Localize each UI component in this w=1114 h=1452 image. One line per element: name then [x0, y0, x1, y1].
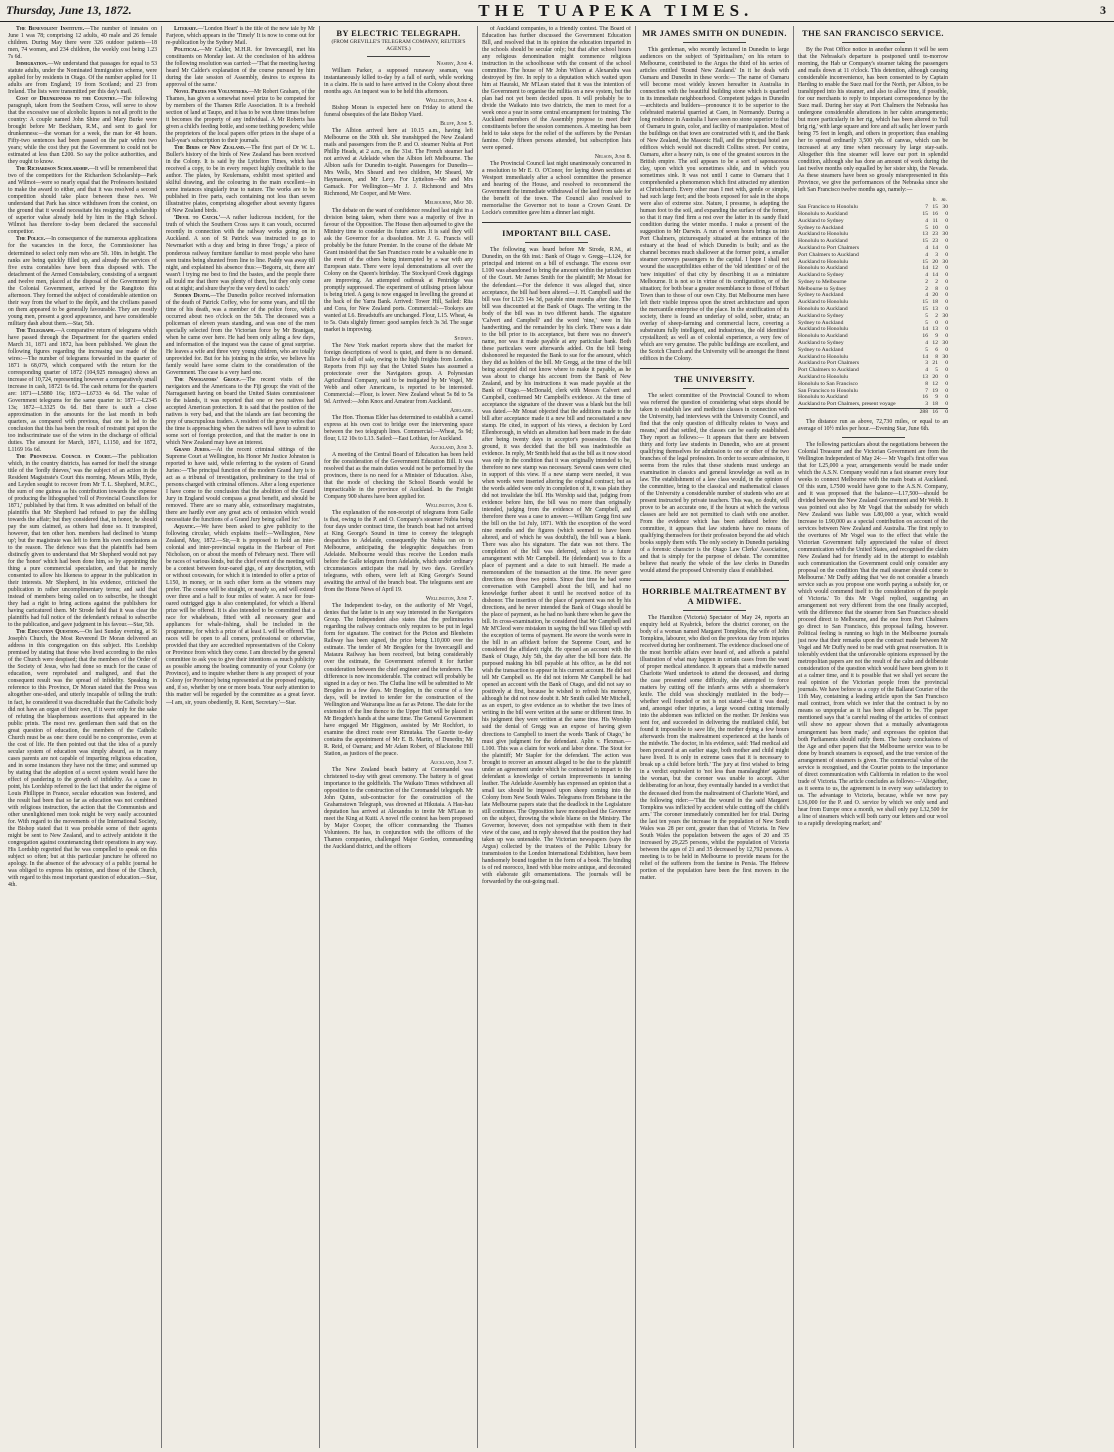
- voyage-row: [798, 245, 948, 252]
- voyage-row: [798, 320, 948, 327]
- route-hours: 3: [935, 251, 938, 258]
- route-minutes: 0: [945, 319, 948, 326]
- route-days: 16: [922, 394, 928, 401]
- san-francisco-intro: By the Post Office notice in another column it will be seen that the Nebraska's departure is postponed until to-morrow morning, the Hab ur Company's steamer taking the passengers and mails down at 11 o'clock. This detention, although causing considerable inconvenience, has been consented to by Captain Harding to enable the Suez mail for the North, per Albion, to be transhipped into his steamer, and also to allow time, if possible, for our merchants to reply to important correspondence by the Suez mail. During her stay at Port Chalmers the Nebraska has undergone considerable alterations in her cabin arrangements; but more particularly in her rig, which has been altered to 'full brig rig,' with large square and fore and aft sails; her lower yards being 75 feet in length, and others in proportion; thus enabling her to spread ordinarily 3,500 yds. of canvas, which can be increased at any time when necessary by large stay-sails. Altogether this fine steamer will leave our port in splendid condition, although she has done an amount of work during the last twelve months only equalled by her sister ship, the Nevada. As these steamers have been so grossly misrepresented in this Province, we give the performances of the Nebraska since she left San Francisco twelve months ago, namely:—: [798, 47, 948, 194]
- route-name: Auckland to Sydney: [798, 272, 844, 279]
- route-days: 4: [925, 244, 928, 251]
- divider: [683, 42, 746, 43]
- paragraph-text: —At the recent criminal sittings of the Supreme Court at Wellington, his Honor Mr Justice Johnston is reported to have said, while referring to the system of Grand Juries:—'The principal function of the modern Grand Jury is to act as a tribunal of investigation, preliminary to the trial of persons charged with criminal offences. After a long experience I have come to the conclusion that the abolition of the Grand Jury in England would compass a great benefit, and should be removed. There are so many able, extraordinary magistrates, there are hardly ever any great acts of omission which would necessitate the functions of a Grand Jury being called for.': [166, 446, 315, 524]
- route-hours: 16: [932, 210, 938, 217]
- route-name: Auckland to Honolulu: [798, 299, 849, 306]
- column-1: [4, 26, 162, 1448]
- route-days: 4: [925, 251, 928, 258]
- route-name: Sydney to Auckland: [798, 292, 844, 299]
- route-name: Auckland to Sydney: [798, 340, 844, 347]
- route-hours: 8: [935, 353, 938, 360]
- route-days: 13: [922, 374, 928, 381]
- paragraph-lead: The Education Question.: [16, 629, 80, 636]
- route-hours: 15: [932, 204, 938, 211]
- dateline: Naseby, June 4.: [436, 61, 473, 68]
- route-minutes: 0: [945, 306, 948, 313]
- route-name: Honolulu to Auckland: [798, 306, 848, 313]
- voyage-row: [798, 252, 948, 259]
- route-days: 5: [925, 224, 928, 231]
- route-days: 4: [925, 272, 928, 279]
- telegram-text: of Auckland companies, to a friendly contest. The Board of Education has further discussed the Government Education Bill, and resolved that in its opinion the education imparted in the schools should be secular only; but that after school hours any religious denomination might commence religious instruction in the schoolhouse with the consent of the school committee. The house of Mr John Wilson at Alexandra was destroyed by fire. In reply to a deputation which waited upon him at Hauraki, Mr M'Lean stated that it was the intention of the Government to organise the militia on a new system, but the plan had not yet been decided upon. It will probably be to divide the Waikato into two districts, the men to meet for a week once a year in some central encampment for training. The Auckland members of the Assembly propose to meet their constituents before the session commences. A meeting has been held to take steps for the relief of the sufferers by the Persian famine. Only fifteen persons attended, but subscription lists were opened.: [482, 26, 631, 152]
- paragraph-lead: Sudden Death.: [174, 292, 211, 299]
- news-paragraph: [166, 26, 315, 47]
- voyage-row: [798, 340, 948, 347]
- voyage-row: [798, 313, 948, 320]
- route-days: 5: [925, 319, 928, 326]
- telegram-text: The New York market reports show that the market for foreign descriptions of wool is quiet, and there is no demand. Tallow is dull of sale, owing to the high freights from London. Reports from Fiji say that the United States has assumed a protectorate over the Navigators group. A Polynesian Agricultural Company, said to be instigated by Mr Vogel, Mr Webb and other Americans, is reported to be interested. Commercial:—Flour, is lower. New Zealand wheat 5s 8d to 5s 9d. Arrived:—John Knox and Amateur from Auckland.: [324, 342, 473, 405]
- voyage-row: [798, 347, 948, 354]
- route-minutes: 0: [945, 272, 948, 279]
- paragraph-lead: Literary.: [174, 26, 198, 32]
- route-hours: 12: [932, 340, 938, 347]
- route-hours: 13: [932, 326, 938, 333]
- paragraph-text: —On last Sunday evening, at St Joseph's Church, the Most Reverend Dr Moran delivered an address in this congregation on this subject. His Lordship premised by stating that those who lived according to the rules of the Church were despised; that the members of the Order of the Society of Jesus, who had done so much for the cause of education, were reprobated and maligned, and that the consequent result was the spread of infidelity. Speaking in reference to this Province, Dr Moran stated that the Press was altogether one-sided, and utterly incapable of telling the truth: in fact, he considered it was discreditable that the Catholic body did not have an organ of their own, if it were only for the sake of refuting the blasphemous assertions that appeared in the public prints. The most rev. gentleman then said that on the great question of education, the members of the Catholic Church must be as one: there could be no compromise, even at the cost of life. He then pointed out that the idea of a purely secular system of education was simply absurd, as in many cases parents are not capable of imparting religious education, and in some instances they have not the time; and summed up by stating that the adoption of a secret system would have the effect of pandering to the growth of infidelity. As a case in point, his Lordship referred to the fact that under the régime of Louis Phillippe in France, secular education was fostered, and the result had been that so far as education was not combined with religious instruction, the action that the Communists and other unenlightened men took might be very easily accounted for. With regard to the movements of the International Society, the Bishop stated that it was probable some of their agents might be sent to New Zealand, and to actively antidote it the congregation against countenancing their operations in any way. His Lordship regretted that he was compelled to speak on this subject so often; but at this particular juncture he offered no apology. In the absence of the advocacy of a public journal he was obliged to express his opinion, and those of the Church, with regard to this most important question of education.—Star, 4th.: [8, 629, 158, 888]
- paragraph-text: —It will be remembered that two of the competitors for the Richardson Scholarship—Park and Wilmot—were so nearly equal that the Professors hesitated to make the award to either, and that it was resolved a second competition should take place between these two. We understand that Park has since withdrawn from the contest, on the ground that it would necessitate his resigning a scholarship of superior value already held by him in the High School. Wilmot has therefore to-day been declared the successful competitor.: [8, 166, 157, 236]
- route-hours: 12: [932, 380, 938, 387]
- route-minutes: 0: [945, 251, 948, 258]
- news-paragraph: [166, 293, 315, 377]
- route-days: 15: [922, 210, 928, 217]
- paragraph-lead: The Telegraph.: [16, 327, 55, 334]
- dateline: Sydney.: [454, 335, 473, 342]
- paragraph-text: —The Dunedin police received information of the death of Patrick Coffey, who for some years, and till the time of his death, was a member of the police force, which occurred about two o'clock on the 5th. The deceased was a policeman of eleven years standing, and was one of the men specially selected from the Victorian force by Mr Branigan, when he came over here. He had been only ailing a few days, and information of the inquest was the cause of great surprise. He leaves a wife and three very young children, who are totally unprovided for. But for his joining in the strike, we believe his family would have some claim to the consideration of the Government. The case is a very hard one.: [166, 292, 315, 376]
- route-hours: 20: [932, 292, 938, 299]
- route-days: 5: [925, 346, 928, 353]
- route-hours: 23: [932, 238, 938, 245]
- route-minutes: 0: [945, 224, 948, 231]
- route-hours: 19: [932, 387, 938, 394]
- telegram-text: William Parker, a supposed runaway seaman, was instantaneously killed to-day by a fall of earth, while working in a claim. He is said to have arrived in the Colony about three months ago. An inquest was to be held this afternoon.: [324, 68, 473, 96]
- dateline: Melbourne, May 30.: [424, 200, 473, 207]
- route-minutes: 0: [945, 278, 948, 285]
- voyage-row: [798, 218, 948, 225]
- route-minutes: 0: [945, 394, 948, 401]
- header-hours: h.: [932, 197, 937, 204]
- route-hours: 5: [935, 367, 938, 374]
- paragraph-text: —Mr Calder, M.H.R. for Invercargill, met his constituents on Monday last. At the conclusion of his address the following resolution was carried:—'That the meeting having heard Mr Calder's explanation of the course pursued by him during the late session of Assembly, desires to express its approval of the same.': [166, 47, 315, 89]
- column-5: [636, 26, 794, 1448]
- paragraph-lead: Political.: [174, 47, 199, 54]
- paragraph-lead: The Birds of New Zealand.: [174, 145, 246, 152]
- route-minutes: 0: [945, 367, 948, 374]
- route-days: 13: [922, 231, 928, 238]
- route-minutes: 30: [942, 204, 948, 211]
- divider: [525, 242, 588, 243]
- divider: [842, 437, 905, 438]
- news-paragraph: [8, 629, 157, 889]
- route-minutes: 0: [945, 238, 948, 245]
- paragraph-lead: 'Devil to Catch.': [174, 215, 221, 222]
- paragraph-lead: The Benevolent Institute.: [16, 26, 85, 32]
- news-paragraph: [8, 26, 157, 61]
- midwife-heading: HORRIBLE MALTREATMENT BY A MIDWIFE.: [642, 586, 787, 607]
- route-hours: 18: [932, 401, 938, 408]
- route-hours: 2: [935, 312, 938, 319]
- voyage-row: [798, 211, 948, 218]
- divider: [367, 56, 430, 57]
- route-days: 14: [922, 326, 928, 333]
- news-paragraph: [8, 236, 157, 327]
- paragraph-lead: The Navigators' Group.: [174, 376, 241, 383]
- route-minutes: 0: [945, 217, 948, 224]
- route-name: Auckland to Port Chalmers: [798, 360, 860, 367]
- route-days: 4: [925, 217, 928, 224]
- bill-case-article: The following was heard before Mr Strode, R.M., at Dunedin, on the 6th inst.: Bank of Otago v. Gregg—L124, for principal and interest on a bill of exchange. The excess over L100 was abandoned to bring the amount within the jurisdiction of the Court. Mr James Smith for the plaintiff; Mr Mouat for the defendant.—For the defence it was alleged that, since acceptance, the bill had been altered.—J. H. Campbell said the bill was for L123 14s 3d, payable nine months after date. The bill was discounted at the Bank of Otago. The writing in the body of the bill was in two different hands. The signature 'Calvert and Campbell' and the word 'nine,' were in his handwriting, and the remainder by his clerk. There was a date to the bill prior to its acceptance, but there was no drawer's name, nor was it made payable at any particular bank. Both these particulars were afterwards added. On the bill being dishonored he requested the Bank to sue for the amount, which they did as holders of the bill. Mr Gregg, at the time of the bill being accepted did not know where to make it payable, as he was about to change his account from the Bank of New Zealand, and by his instructions it was made payable at the Bank of Otago.—McDonald, clerk with Messrs Calvert and Campbell, confirmed Mr Campbell's evidence. At the time of acceptance the signature of the drawer was a blank but the bill was dated.—Mr Mouat objected that the additions made to the bill after acceptance made it a new bill and necessitated a new stamp. He cited, in support of his views, a decision by Lord Ellenborough, in which an alteration had been made in the date after being twenty days in acceptor's possession. On that ground, it was decided that the bill was inadmissible as evidence. In reply, Mr Smith held that as the bill as it now stood was only in the condition that it was originally intended to be, therefore no new stamp was necessary. Several cases were cited in support of this view. If a new stamp were needed, it was when words were inserted altering the original contract; but as the words added were only in completion of it, it was plain they did not invalidate the bill. His Worship said that, judging from evidence before him, the bill was no more than originally intended, judging from the evidence of Mr Campbell, and therefore there was a case to answer.—William Gregg first saw the bill on the 1st July, 1871. With the exception of the word nine months and the figures (which seemed to have been altered, and of which he was doubtful), the bill was a blank. There was also his signature. The date was not there. The completion of the bill was deferred, subject to a future arrangement with Mr Campbell. He (defendant) was to fix a place of payment and a date to suit himself. He made a memorandum of the transaction at the time. He never gave directions on those two points. Since that time he had some conversation with Campbell about the bill, and had no knowledge further about it until he received notice of its dishonor. The insertion of the place of payment was not by his directions, and he never intended the Bank of Otago should be the place of payment, as he had no bank there when he gave the bill. In cross-examination, he considered that Mr Campbell and Mr M'Cleod were mistaken in saying the bill was filled up with the exception of terms of payment. He swore the words were in the bill in an affidavit before the Supreme Court, and he considered the affidavit right. He opened an account with the Bank of Otago, July 5th, the day after the bill bore date. He purposed making his bill payable at his office, as he did not wish the transaction to appear in his current account. He did not tell Mr Campbell so. He did not inform Mr Campbell he had opened an account with the Bank of Otago, and did not say so positively at first, because he wished to refresh his memory, although he did not now doubt it. Mr Smith called Mr Mitchell, as an expert, to give evidence as to whether the two lines of writing in the bill were written at the same or different time. In his judgment they were written at the same time. His Worship said the denial of Gregg was an expose of having given directions to Campbell to insert the words 'Bank of Otago,' he must give judgment for the defendant. Aplin v. Flexman.—L100. This was a claim for work and labor done. The Stout for the plaintiff; Mr Stapler for the defendant. The action was brought to recover an amount alleged to be due to the plaintiff under an agreement under which he contracted to impart to the defendant a knowledge of certain improvements in tanning leather. The Adelaide Assembly has expressed an opinion that a small tax should be imposed upon sheep coming into the Colony from New South Wales. Telegrams from Brisbane in the late Melbourne papers state that the deadlock in the Legislature still continues. The Opposition have monopolised the Governor on the subject, throwing the whole blame on the Ministry. The Governor, however, does not sympathise with them in their view of the case, and in reply showed that the position they had taken up was untenable. The Victorian newspapers (says the Argus) collected by the trustees of the Public Library for transmission to the London International Exhibition, have been handsomely bound together in the form of a book. The binding is of red morocco, lined with blue moire antique, and decorated with elaborate gilt ornamentations. The journals will be forwarded by the out-going mail.: [482, 247, 631, 885]
- route-days: 15: [922, 258, 928, 265]
- news-paragraph: [8, 166, 157, 236]
- route-name: Honolulu to Auckland: [798, 265, 848, 272]
- voyage-row: [798, 272, 948, 279]
- route-minutes: 30: [942, 353, 948, 360]
- route-minutes: 0: [945, 210, 948, 217]
- voyage-row: [798, 259, 948, 266]
- route-name: Sydney to Auckland: [798, 346, 844, 353]
- dateline: Wellington, June 4.: [425, 98, 473, 105]
- header-minutes: m.: [941, 197, 947, 204]
- san-francisco-heading: THE SAN FRANCISCO SERVICE.: [802, 28, 944, 38]
- paragraph-lead: The Police.: [16, 236, 46, 243]
- route-hours: 11: [932, 217, 938, 224]
- route-hours: 8: [935, 285, 938, 292]
- column-2: [162, 26, 320, 1448]
- paragraph-lead: The Richardson Scholarship.: [16, 166, 90, 173]
- voyage-row: [798, 360, 948, 367]
- total-hours: 16: [928, 409, 938, 416]
- route-minutes: 0: [945, 380, 948, 387]
- voyage-row: [798, 299, 948, 306]
- university-article: The select committee of the Provincial Council to whom was referred the question of considering what steps should be taken to establish law and medicine classes in connection with the University, had interviews with the University Council, and find that the only question of difficulty relates to 'ways and means,' and that settled, the classes can be easily established. They report as follows:— It appears that there are between thirty and forty law students in Dunedin, who are at present qualifying themselves for admission to one or other of the two branches of the legal profession. In order to secure admission, it seems from the rules that these students must undergo an examination in classics and general knowledge as well as in law. The establishment of a law class would, in the opinion of the committee, bring to the classical and mathematical classes of the University a considerable number of students who are at present instructed by private teachers. This was, no doubt, will prove to be an accurate one, if the hours at which the various classes are held are not permitted to clash with one another. From the evidence which has been adduced before the committee, it appears that law students have no means of qualifying themselves for their profession beyond the aid which books supply them with. The only society in Dunedin partaking of a forensic character is the Otago Law Clerks' Association, and that is simply for the purpose of debate. The committee believe that nearly the whole of the law clerks in Dunedin would attend the proposed University class if established.: [640, 392, 789, 575]
- paragraph-lead: Grand Juries.: [174, 446, 211, 453]
- route-days: 4: [925, 367, 928, 374]
- header-days: [918, 197, 928, 204]
- bill-case-heading: IMPORTANT BILL CASE.: [502, 228, 611, 239]
- route-minutes: 0: [945, 285, 948, 292]
- route-minutes: 0: [945, 326, 948, 333]
- route-name: San Francisco to Honolulu: [798, 387, 858, 394]
- route-days: 4: [925, 340, 928, 347]
- route-minutes: 0: [945, 244, 948, 251]
- divider: [640, 368, 789, 369]
- telegram-text: The Independent to-day, on the authority of Mr Vogel, denies that the latter is in any way interested in the Navigators Group. The Independent also states that the preliminaries regarding the railway contracts only requires to be put in legal form for signature. The contract for the Picton and Blenheim Railway has been signed, the price being L10,000 over the estimate. The tender of Mr Brogden for the Invercargill and Mataura Railway has been received, but being considerably over the estimate, the Government referred it for further consideration between the chief engineer and the tenderers. The difference is now inconsiderable. The contract will probably be signed in a day or two. The Clutha line will be submitted to Mr Brogden in a few days. Mr Brogden, in the course of a few days, will be invited to tender for the construction of the Wellington and Wairarapa line as far as Petone. The date for the extension of the line thence to the Upper Hutt will be placed in Mr Brogden's hands at the same time. The General Government have engaged Mr Higginson, assisted by Mr Rochfort, to examine the direct route over Rimutaka. The Gazette to-day contains the appointment of Mr E. B. Martin, of Dunedin; Mr R. Reid, of Oamaru; and Mr Adam Robert, of Blackstone Hill Station, as justices of the peace.: [324, 603, 473, 757]
- voyage-row: [798, 231, 948, 238]
- voyage-row: [798, 333, 948, 340]
- paragraph-text: —In consequence of the numerous applications for the vacancies in the force, the Commissioner has determined to select only men who are 5ft. 10in. in height. The ranks are being quickly filled up, and already the services of five extra constables have been thus disposed with. The detachment of the Armed Constabulary, consisting of a sergeant and twelve men, placed at the disposal of the Government by the Colonial Government, arrived by the Rangitoto this afternoon. They formed the subject of considerable attention on their way from the wharf to the depôt, and the civilians passed on them appeared to be generally favourable. They are mostly young men, present a good appearance, and have considerable military dash about them.—Star, 5th.: [8, 236, 157, 327]
- paragraph-lead: Novel Prizes for Volunteers.: [174, 89, 249, 96]
- route-hours: 20: [932, 374, 938, 381]
- route-hours: 2: [935, 278, 938, 285]
- route-hours: 21: [932, 360, 938, 367]
- news-paragraph: [8, 96, 157, 166]
- route-days: 15: [922, 238, 928, 245]
- route-days: 7: [925, 387, 928, 394]
- paragraph-lead: Immigration.: [16, 61, 48, 68]
- route-days: 8: [925, 380, 928, 387]
- news-paragraph: [166, 145, 315, 215]
- paragraph-text: —The following paragraph, taken from the Southern Cross, will serve to show that the excessive use of alcoholic liquors is not all profit to the country: A couple named John Shine and Mary Burke were brought before Mr Beckham, R.M., and sent to gaol for drunkenness:—the woman for a week, the man for 48 hours. Fifty-two sentences had been passed on the pair within two years; while the cost they put the Government to could not be estimated at less than £200. So say the police authorities, and they ought to know.: [8, 96, 157, 166]
- route-hours: 9: [935, 333, 938, 340]
- news-paragraph: [166, 377, 315, 447]
- divider: [640, 580, 789, 581]
- masthead-date: Thursday, June 13, 1872.: [6, 3, 132, 17]
- telegram-text: Bishop Moran is expected here on Friday to attend the funeral obsequies of the late Bishop Viard.: [324, 105, 473, 119]
- route-days: 5: [925, 312, 928, 319]
- voyage-row: [798, 265, 948, 272]
- route-days: 4: [925, 292, 928, 299]
- route-hours: 9: [935, 394, 938, 401]
- route-name: Honolulu to Auckland: [798, 210, 848, 217]
- telegram-text: A meeting of the Central Board of Education has been held for the consideration of the Government Education Bill. It was resolved that as the main duties would not be performed by the provinces, there is no need for a Minister of Education. Also, that the mode of checking the School Boards would be impracticable in the province of Auckland. In the Freight Company 900 shares have been applied for.: [324, 452, 473, 501]
- paragraph-text: —Mr Robert Graham, of the Thames, has given a somewhat novel prize to be competed for by members of the Thames Rifle Association. It is a freehold section of land at Taupo, and it has to be won three times before it becomes the property of any individual. A Mr Roberts has given a child's feeding bottle, and some teething powders; while the proprietors of the local papers offer prizes in the shape of a half-year's subscription to their journals.: [166, 89, 315, 145]
- route-name: Auckland to Honolulu: [798, 231, 849, 238]
- university-heading: THE UNIVERSITY.: [674, 373, 755, 384]
- route-minutes: 0: [945, 333, 948, 340]
- dateline: Wellington, June 7.: [425, 596, 473, 603]
- route-hours: 0: [935, 319, 938, 326]
- route-name: San Francisco to Honolulu: [798, 204, 858, 211]
- route-minutes: 0: [945, 360, 948, 367]
- route-hours: 23: [932, 231, 938, 238]
- voyage-row: [798, 279, 948, 286]
- telegraph-heading: BY ELECTRIC TELEGRAPH.: [336, 28, 461, 38]
- voyage-row: [798, 306, 948, 313]
- masthead-page-number: 3: [1100, 3, 1106, 17]
- route-name: Auckland to Honolulu: [798, 353, 849, 360]
- route-hours: 12: [932, 265, 938, 272]
- route-days: 3: [925, 401, 928, 408]
- route-minutes: 30: [942, 258, 948, 265]
- route-days: 15: [922, 299, 928, 306]
- paragraph-lead: Cost of Drunkenness to the Country.: [16, 96, 117, 103]
- route-name: Auckland to Sydney: [798, 217, 844, 224]
- telegraph-subheading: (FROM GREVILLE'S TELEGRAM COMPANY, REUTER'S AGENTS.): [331, 39, 466, 52]
- route-days: 15: [922, 306, 928, 313]
- voyage-table-header: [798, 197, 948, 204]
- route-name: Port Chalmers to Auckland: [798, 251, 859, 258]
- route-days: 7: [925, 204, 928, 211]
- route-name: Auckland to Port Chalmers: [798, 244, 860, 251]
- total-minutes: 0: [938, 409, 948, 416]
- telegram-text: The Provincial Council last night unanimously concurred in a resolution to Mr E. O. O'Conor, for laying down sections at Westport immediately after a school committee the presence and hearing of the House, and resolved to recommend the Government the immediate withdrawal of the land from sale for the benefit of the town. The Council also resolved to memorialise the Governor not to issue a Crown Grant. Dr Lockie's committee gave him a dinner last night.: [482, 161, 631, 217]
- paragraph-text: —We understand that passages for equal to 53 statute adults, under the Nominated Immigration scheme, were applied for by residents in Otago. Of the number applied for 11 adults are from England; 19 from Scotland; and 23 from Ireland. The lists were transmitted per this day's mail.: [8, 61, 157, 96]
- paragraph-text: —A comparative return of telegrams which have passed through the Department for the quarters ended March 31, 1871 and 1872, has been published. We glean the following figures regarding the increasing use made of the wires:—The number of telegrams forwarded in the quarter of 1871 is 68,079, which compared with the return for the corresponding quarter of 1872 (104,925 messages) shows an increase of 10,724, representing however a comparatively small increase in cash, 18721 6s 6d. The cash returns for the quarters are: 1871—L5880 16s; 1872—L6733 4s 6d. The value of Government telegrams for the same quarter is: 1871—L2345 13s; 1872—L3325 0s 6d. But there is such a close approximation in the amounts for the last month in both quarters, as compared with previous, that one is led to the conclusion that this has been the result of restraint put upon the too indiscriminate use of the wires in the discharge of official duties. The amount for March, 1871, L1150, and for 1872, L1169 16s 6d.: [8, 327, 157, 453]
- smith-dunedin-heading: MR JAMES SMITH ON DUNEDIN.: [642, 28, 787, 38]
- paragraph-lead: The Provincial Council in Court.: [16, 453, 112, 460]
- news-paragraph: [166, 447, 315, 524]
- voyage-table-body: [798, 204, 948, 408]
- route-name: Honolulu to Auckland: [798, 333, 848, 340]
- voyage-table: [798, 197, 948, 416]
- telegram-text: The Hon. Thomas Elder has determined to establish a camel express at his own cost to bridge over the intervening space between the two telegraph lines. Commercial:—Wheat, 5s 9d; flour, L12 10s to L13. Sailed:—East Lothian, for Auckland.: [324, 414, 473, 442]
- route-minutes: 30: [942, 231, 948, 238]
- dateline: Wellington, June 6.: [425, 503, 473, 510]
- telegram-text: The Albion arrived here at 10.15 a.m., having left Melbourne on the 30th ult. She transhipped the New Zealand mails and passengers from the P. and O. steamer Nubia at Port Phillip Heads, at 2 a.m., on the 31st. The French steamer had not arrived at Adelaide when the Albion left Melbourne. The Albion sails for Dunedin to-night. Passengers for Dunedin—Mrs Wells, Mrs Sheard and two children, Mr Sheard, Mr Haymanson, and Mr Levy. For Lyttelton—Mr and Mrs Gamack. For Wellington—Mr J. J. Richmond and Mrs Richmond, Mr Cooper, and Mr Were.: [324, 128, 473, 198]
- paragraph-text: —The recent visits of the navigators and the Americans to the Fiji group: the visit of the Narragansett having on board the United States commissioner to the islands, it was reported that one or two natives had accepted American protection. It is said that the position of the natives is very bad, and that the islands are fast becoming the prey of unscrupulous traders. A resident of the group writes that the time is approaching when the natives will have to submit to some sort of foreign protection, and that the matter is one in which New Zealand may have an interest.: [166, 376, 315, 446]
- telegram-text: The explanation of the non-receipt of telegrams from Galle is that, owing to the P. and O. Company's steamer Nubia being four days under contract time, the branch boat had not arrived at King George's Sound in time to convey the telegraph despatches to Adelaide, consequently the Nubia ran on to Melbourne, anticipating the telegraphic despatches from Adelaide. Melbourne would thus receive the London mails before the Galle telegram from Adelaide, which under ordinary circumstances anticipate the mail by two days. Greville's telegrams, with others, were left at King George's Sound awaiting the arrival of the branch boat. The telegrams sent are from the Home News of April 19.: [324, 510, 473, 594]
- voyage-row: [798, 401, 948, 408]
- route-name: Auckland to Honolulu: [798, 258, 849, 265]
- route-hours: 13: [932, 306, 938, 313]
- route-hours: 20: [932, 258, 938, 265]
- route-name: Auckland to Port Chalmers, present voyage: [798, 401, 896, 408]
- route-name: Sydney to Auckland: [798, 319, 844, 326]
- paragraph-text: —The number of inmates on June 1 was 78; comprising 12 adults, 40 male and 26 female children. During May there were 326 outdoor patients—18 men, 74 women, and 234 children, the weekly cost being 1.23 7s 6d.: [8, 26, 157, 61]
- route-name: Port Chalmers to Auckland: [798, 367, 859, 374]
- dateline: Auckland, June 3.: [430, 445, 473, 452]
- voyage-row: [798, 225, 948, 232]
- route-name: Sydney to Melbourne: [798, 278, 847, 285]
- voyage-distance-note: The distance run as above, 72,730 miles, or equal to an average of 10½ miles per hour.—Evening Star, June 6th.: [798, 418, 948, 432]
- dateline: Bluff, June 5.: [440, 121, 473, 128]
- voyage-row: [798, 354, 948, 361]
- mail-negotiation-article: The following particulars about the negotiations between the Colonial Treasurer and the Victorian Government are from the Wellington Independent of May 24:— Mr Vogel's first offer was that for L25,000 a year, arrangements would be made under which the A.S.N. Company would run a fast steamer every four weeks to connect Melbourne with the main boats at Auckland. Of this sum, L7500 would have gone to the A.S.N. Company, and it was proposed that the balance—L17,500—should be divided between the New Zealand Government and Mr Webb. It was pointed out also by Mr Vogel that the subsidy for which New Zealand was liable was L80,000 a year, which would increase to L90,000 as a special contribution on account of the services between New Zealand and Australia. The first reply to the overtures of Mr Vogel was to the effect that while the Victorian Government fully appreciated the value of direct communication with the United States, and recognised the claim New Zealand had for friendly aid in the attempt to establish such communication the Government could only consider any proposal on the condition 'that the mail steamer should come to Melbourne.' Mr Duffy adding that 'we do not consider a branch service such as you propose one worth paying a subsidy for, or which would commend itself to the consideration of the people of Victoria.' To this Mr Vogel replied, suggesting an arrangement not very different from the one finally accepted, with the difference that the steamer from San Francisco should proceed direct to Melbourne, and the one from Port Chalmers go direct to San Francisco, this proposal failing, however. Political feeling is running so high in the Melbourne journals just now that their remarks upon the contract made between Mr Vogel and Mr Duffy need to be read with great reservation. It is tolerably evident that the unfavorable opinions expressed by the metropolitan papers are not the result of the calm and deliberate consideration of the question which would have been given to it at a calmer time, and it is possible that we shall yet secure the real opinion of the Victorian people from the provincial journals. We have before us a copy of the Ballarat Courier of the 11th May, containing a leading article upon the San Francisco mail contract, from which we infer that the contract is by no means so unpopular as it has been alleged to be. The paper mentioned says that 'a careful reading of the articles of contract will show no appear shown that a mutually advantageous arrangement has been made,' and expresses the opinion that both Parliaments should ratify them. The hasty conclusions of the Age and other papers that the Melbourne service was to be done by branch steamers is exposed, and the true version of the arrangement of steamers is given. The commercial value of the service is recognised, and the Courier points to the importance of direct communication with California in relation to the wool trade of Victoria. The article concludes as follows:—'Altogether, as it seems to us, the agreement is in every way satisfactory to us. The advantage to Victoria, because, while we now pay L36,000 for the P. and O. service by which we only send and hear from Europe once a month, we shall only pay L32,500 for a line of steamers which will both carry our letters and our wool to a rapidly developing market; and': [798, 441, 948, 827]
- news-paragraph: [166, 215, 315, 292]
- voyage-row: [798, 394, 948, 401]
- divider: [842, 42, 905, 43]
- voyage-row: [798, 374, 948, 381]
- telegraph-items-continued: [482, 26, 631, 217]
- route-days: 16: [922, 333, 928, 340]
- news-paragraph: [8, 328, 157, 454]
- route-name: Auckland to Sydney: [798, 312, 844, 319]
- dateline: Adelaide.: [450, 407, 473, 414]
- telegram-text: The New Zealand beach battery at Coromandel was christened to-day with great ceremony. The battery is of great importance to the goldfields. The Waikato Times withdrawn all opposition to the construction of the Coromandel telegraph. Mr John Quinn, sub-contractor for the construction of the Grahamstown Telegraph, was drowned at Hikutaia. A Hau-hau deputation has arrived at Alexandra to invite Mr M'Lean to meet the King at Kuiti. A novel rifle contest has been proposed by Major Cooper, the officer commanding the Thames Volunteers. He has, in conjunction with the officers of the Thames companies, challenged Major Gordon, commanding the Auckland district, and the officers: [324, 766, 473, 850]
- column-4: [478, 26, 636, 1448]
- route-minutes: 30: [942, 340, 948, 347]
- route-minutes: 30: [942, 312, 948, 319]
- route-minutes: 0: [945, 374, 948, 381]
- route-name: Honolulu to Auckland: [798, 238, 848, 245]
- route-name: Auckland to Honolulu: [798, 374, 849, 381]
- news-paragraph: [8, 61, 157, 96]
- route-minutes: 0: [945, 292, 948, 299]
- column-6: [794, 26, 952, 1448]
- route-minutes: 0: [945, 346, 948, 353]
- voyage-row: [798, 381, 948, 388]
- route-hours: 14: [932, 272, 938, 279]
- paragraph-text: —We have been asked to give publicity to the following circular, which explains itself:—'Wellington, New Zealand, May, 1872.—Sir,—It is proposed to hold an inter-colonial and inter-provincial regatta in the Harbour of Port Nicholson, on or about the month of February next. There will be races of various kinds, but the chief event of the meeting will be a contest between four-oared gigs, of any description, with or without coxswain, for which it is intended to offer a prize of L150, in money, or in such other form as the winners may prefer. The course will be straight, or nearly so, and will extend over three and a half to four miles of water. A race for four-oared outrigged gigs is also contemplated, for which a liberal prize will be offered. It is also intended to be committed that a race for whaleboats, fitted with all necessary gear and appliances for whale-fishing, shall be included in the programme, for which a prize of at least L will be offered. The races will be open to all comers, professional or otherwise, provided that they are accredited representatives of the Colony or Province from which they come. I am directed by the general committee to ask you to give their intentions as much publicity as possible among the boating community of your Colony (or Province), and to inquire whether there is any prospect of your Colony (or Province) being represented at the proposed regatta, and, if so, whether by one or more boats. Your early attention to this matter will be regarded by the committee as a great favor.—I am, sir, yours obediently, R. Kent, Secretary.'—Star.: [166, 524, 315, 706]
- paragraph-text: —The publication which, in the country districts, has earned for itself the strange title of the 'lordly thieves,' was the subject of an action in the Resident Magistrate's Court this morning. Messrs Mills, Hyde, and Leyden sought to recover from Mr T. L. Shepherd, M.P.C., the sum of one guinea as his contribution towards the expense of producing the lithographed 'roll of Provincial Councillors for 1871,' published by that firm. It was admitted on behalf of the plaintiffs that Mr Shepherd had refused to pay the shilling towards the affair; but they considered that, in honor, he should pay the sum claimed, as others had done so. It transpired, however, that ten other hon. members had declined to 'stump up'; but the magistrate was left to form his own conclusions as to the reason. The defence was that the plaintiffs had been distinctly given to understand that Mr Shepherd would not pay for the 'honor' which had been done him, so by appointing the thing a pure commercial speculation, and that he merely consented to allow his likeness to appear in the publication in their interests. Mr Shepherd, in his evidence, criticised the publication in rather uncomplimentary terms; and said that instead of members being called on to subscribe, he thought they had a right to bring actions against the publishers for having caricatured them. Mr Strode held that it was clear the plaintiffs had full notice of the defendant's refusal to subscribe to the publication, and gave judgment in his favour.—Star, 5th.: [8, 453, 157, 629]
- voyage-row: [798, 367, 948, 374]
- route-minutes: 0: [945, 265, 948, 272]
- news-paragraph: [8, 454, 157, 629]
- voyage-total-row: [798, 409, 948, 416]
- route-days: 14: [922, 265, 928, 272]
- news-paragraph: [166, 524, 315, 706]
- route-days: 2: [925, 285, 928, 292]
- divider: [683, 610, 746, 611]
- masthead: [0, 0, 1114, 22]
- midwife-article: The Hamilton (Victoria) Spectator of May 24, reports an enquiry held at Kyabrick, before the district coroner, on the body of a woman named Margaret Tompkins, the wife of John Tompkins, labourer, who died on the previous day from injuries received during her confinement. The evidence disclosed one of the most horrible affairs ever heard of, and affords a painful illustration of what may happen in certain cases from the want of proper medical attendance. It appears that a midwife named Charlotte Ward undertook to attend the deceased, and during the case presented some difficulty, she attempted to force matters by cutting off the infant's arms with a shoemaker's knife. The child was shockingly mutilated in the body—whether well founded or not is not stated—that it was dead; and, amongst other injuries, a large wound cutting internally into the abdomen was inflicted on the mother. Dr Jenkins was sent for, and succeeded in delivering the mutilated child, but found it impossible to save life, the mother dying a few hours afterwards from the maltreatment experienced at the hands of the midwife. The doctor, in his evidence, said: 'Had medical aid been procured at an earlier stage, both mother and child might have lived. It is only in extreme cases that it is necessary to break up a child before birth.' The jury at first wished to bring in a verdict equivalent to 'not less than manslaughter' against the woman, but the coroner was unable to accept. After deliberating for an hour, they eventually handed in a verdict that the deceased died from the maltreatment of Charlotte Ward, and the following rider:—'That the wound in the said Margaret Tompkins was inflicted by accident while cutting off the child's arm.' The coroner immediately committed her for trial. During the last ten years the increase in the population of New South Wales was 28 per cent, greater than that of Victoria. In New South Wales the population between the ages of 20 and 35 increased by 29,225 persons, whilst the population of Victoria between the ages of 21 and 35 decreased by 12,792 persons. A meeting is to be held in Melbourne to provide means for the relief of the sufferers from the famine in Persia. The Hebrew portion of the population have been the first movers in the matter.: [640, 615, 789, 881]
- total-days: 288: [919, 409, 928, 416]
- divider: [482, 222, 631, 223]
- voyage-row: [798, 238, 948, 245]
- column-3: [320, 26, 478, 1448]
- route-hours: 10: [932, 224, 938, 231]
- route-name: Sydney to Auckland: [798, 224, 844, 231]
- paragraph-text: —The first part of Dr W. L. Buller's history of the birds of New Zealand has been received in the Colony. It is said by the Lyttelton Times, which has received a copy, to be in every respect highly creditable to the author. The plates, by Keulemans, exhibit most spirited and skilful drawing, and the colouring in the main excellent—in some instances singularly true to nature. The works are to be published in five parts, each containing not less than seven illustrative plates, comprising altogether about seventy figures of New Zealand birds.: [166, 145, 316, 215]
- route-minutes: 0: [945, 401, 948, 408]
- masthead-title: THE TUAPEKA TIMES.: [478, 0, 754, 20]
- route-minutes: 0: [945, 387, 948, 394]
- telegraph-items: [324, 61, 473, 851]
- voyage-row: [798, 292, 948, 299]
- paragraph-lead: Aquatic.: [174, 524, 196, 531]
- route-name: Melbourne to Sydney: [798, 285, 847, 292]
- voyage-row: [798, 286, 948, 293]
- paragraph-text: —'London Heart' is the title of the new tale by Mr Farjeon, which appears in the 'Timely' It is now to come out for re-publication by the Sydney Mail.: [166, 26, 315, 47]
- route-hours: 6: [935, 346, 938, 353]
- columns: [4, 26, 1110, 1448]
- paragraph-text: —A rather ludicrous incident, for the truth of which the Southern Cross says it can vouch, occurred recently in connection with the railway works going on in Auckland. A son of St Patrick was instructed to go to Newmarket with a dray and bring in three 'frogs,' a piece of ponderous railway furniture familiar to most people who have seen trains being shunted from line to line. Paddy was away till night, and explained his absence thus:—'Begorra, sir, there ain' wasn't l trying me best to find the bastes, and the people there all tould me that there was plenty of them, but they only come out at night; and shure they're the very devil to catch.': [166, 215, 315, 292]
- telegram-text: The debate on the want of confidence resulted last night in a division being taken, when there was a majority of five in favour of the Opposition. The House then adjourned to give the Ministry time to consider its future action. It is said they will ask the Governor for a dissolution. Mr J. G. Francis will probably be the future Premier. In the course of the debate Mr Grant insisted that the San Francisco route be a valuable one in the event of the others being interrupted by a war with any European state. There were loyal demonstrations all over the Colony on the Queen's birthday. The Stockyard Creek diggings are improving. An attempted outbreak at Pentridge was promptly suppressed. The experiment of utilising prison labour is being tried. A gang is now engaged in levelling the ground at the back of the Yarra Bank. Arrived: Tower Hill, Sailed: Rita and Cora, for New Zealand ports. Commercial:—Tookeys are wanted at L6. Breadstuffs are unchanged. Flour, L15. Wheat, 4s to 5s. Oats slightly firmer: good samples fetch 3s 3d. The sugar market is improving.: [324, 207, 473, 333]
- route-days: 2: [925, 278, 928, 285]
- dateline: Auckland, June 7.: [430, 759, 473, 766]
- route-hours: 14: [932, 244, 938, 251]
- dateline: Nelson, June 8.: [594, 154, 631, 161]
- route-days: 3: [925, 360, 928, 367]
- route-name: Honolulu to San Francisco: [798, 380, 858, 387]
- route-name: Honolulu to Auckland: [798, 394, 848, 401]
- news-paragraph: [166, 89, 315, 145]
- route-name: Auckland to Honolulu: [798, 326, 849, 333]
- news-paragraph: [166, 47, 315, 89]
- route-minutes: 0: [945, 299, 948, 306]
- voyage-row: [798, 326, 948, 333]
- smith-dunedin-article: This gentleman, who recently lectured in Dunedin to large audiences on the subject of 'Spiritualism,' on his return to Melbourne, contributed to the Argus the third of his series of articles entitled 'Round New Zealand.' In it he deals with Oamaru and Dunedin in these words:— The name of Oamaru will become most widely known hereafter in Australia in connection with the beautiful building stone which is quarried in its immediate neighbourhood. Competent judges in Dunedin—architects and builders—pronounce it to be superior to the celebrated material quarried at Caen, in Normandy. During a long residence in Australia I have seen no stone superior to that of Oamaru in grain, color, and facility of manipulation. Most of the buildings on that town are constructed with it, and the Bank of New Zealand, the Masonic Hall, and the principal hotel are edifices which would not discredit Collins street. Per contra, Oamaru, after a heavy rain, is one of the greatest sources in the British empire. The soil appears to be a sort of saponaceous clay, upon which you sometimes slide, and in which you sometimes sink. It was not until I came to Oamaru that I comprehended a phenomenon which first attracted my attention at Christchurch. Every other man I met with, gentle or simple, had such large feet; and the boots exposed for sale in the shops were also of extreme size. Nature, I presume, is adapting the human foot to the soil, and expanding the surface of the former, so that it may find firm a rest over the latter in its sandy fluid condition during the winter months. I make a present of the suggestion to Mr Darwin. A run of seven hours brings us into Port Chalmers, picturesquely situated at the entrance of the estuary at the head of which Dunedin is built; and as the channel becomes much shallower at the former point, a smaller steamer conveys passengers to the capital. I hope I shall not wound the susceptibilities either of the 'old identities' or of the 'new iniquities' of that city by describing it as a miniature Melbourne. It is not so in virtue of its configuration, or of the situation; for both bear a greater resemblance to those of Hobart Town than to those of our own City. But Melbourne men have left their visible impress upon the street architecture and upon the mercantile enterprise of the place. In the stratification of its society, there is found an underlay of solid, sober, strata; an overlay of sheep-farming and commercial lucre, covering a substratum fully intelligent, and industrious, the old identities' crystallized; as well as of colonial experience, a very few of which are very genuine. The public buildings are excellent, and the Scotch Church and the University will be amongst the finest edifices in the Colony.: [640, 47, 789, 362]
- voyage-row: [798, 388, 948, 395]
- route-hours: 18: [932, 299, 938, 306]
- voyage-row: [798, 204, 948, 211]
- route-days: 14: [922, 353, 928, 360]
- divider: [683, 388, 746, 389]
